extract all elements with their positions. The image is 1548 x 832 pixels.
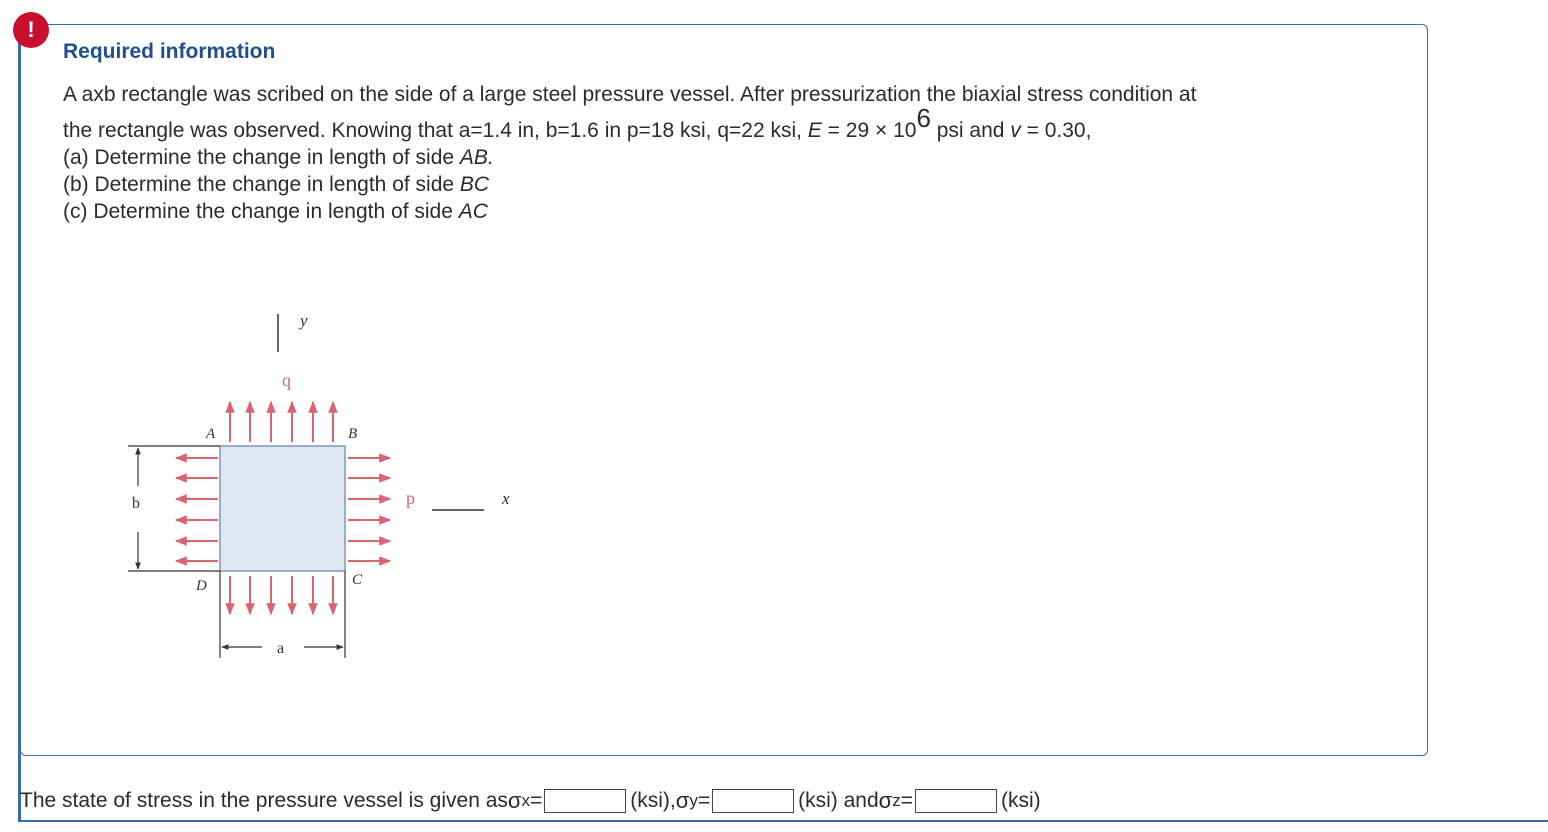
sigma-y-input[interactable] [712, 789, 794, 813]
y-axis-label: y [300, 311, 308, 330]
sigma-y-unit: (ksi) and [798, 789, 879, 812]
sigma-z-symbol: σ [878, 788, 893, 813]
x-axis-label: x [502, 489, 510, 508]
alert-icon: ! [13, 12, 49, 48]
sigma-x-symbol: σ [507, 788, 522, 813]
part-c: (c) Determine the change in length of side AC [63, 200, 488, 223]
sigma-y-symbol: σ [675, 788, 690, 813]
sigma-x-unit: (ksi), [630, 789, 676, 812]
q-arrows-top [230, 402, 333, 442]
corner-d-label: D [196, 578, 207, 594]
bottom-accent-rule [18, 820, 1548, 822]
b-dimension [128, 446, 220, 571]
q-label: q [282, 370, 291, 390]
sigma-z-unit: (ksi) [1000, 789, 1041, 812]
sigma-z-equals: = [900, 789, 913, 812]
stress-element-figure [120, 300, 520, 670]
corner-a-label: A [206, 426, 216, 442]
sigma-z-input[interactable] [915, 789, 997, 813]
problem-statement [63, 81, 1383, 225]
sigma-x-equals: = [529, 789, 543, 812]
part-b: (b) Determine the change in length of side BC [63, 173, 490, 196]
required-information-title: Required information [63, 40, 276, 63]
a-label: a [277, 640, 285, 657]
problem-line-1: A axb rectangle was scribed on the side of a large steel pressure vessel. After pressurization the biaxial stress condition at [63, 83, 1197, 106]
p-arrows-left [176, 458, 218, 561]
p-label: p [406, 488, 415, 508]
problem-line-2: the rectangle was observed. Knowing that a=1.4 in, b=1.6 in p=18 ksi, q=22 ksi, $E = 29 \times 10^6$ psi and v = 0.30, [63, 103, 1092, 142]
scribed-rectangle [220, 446, 345, 571]
stress-state-answer-line: The state of stress in the pressure vessel is given as σ x = (ksi), σ y = (ksi) and σ z = (ksi) [20, 788, 1041, 813]
p-arrows-right [348, 458, 390, 561]
corner-b-label: B [348, 426, 358, 442]
sigma-x-input[interactable] [544, 789, 626, 813]
sigma-y-equals: = [697, 789, 711, 812]
answer-prefix: The state of stress in the pressure vessel is given as [20, 789, 508, 812]
part-a: (a) Determine the change in length of side AB. [63, 146, 494, 169]
corner-c-label: C [352, 572, 363, 588]
b-label: b [132, 495, 140, 512]
q-arrows-bottom [230, 576, 333, 614]
